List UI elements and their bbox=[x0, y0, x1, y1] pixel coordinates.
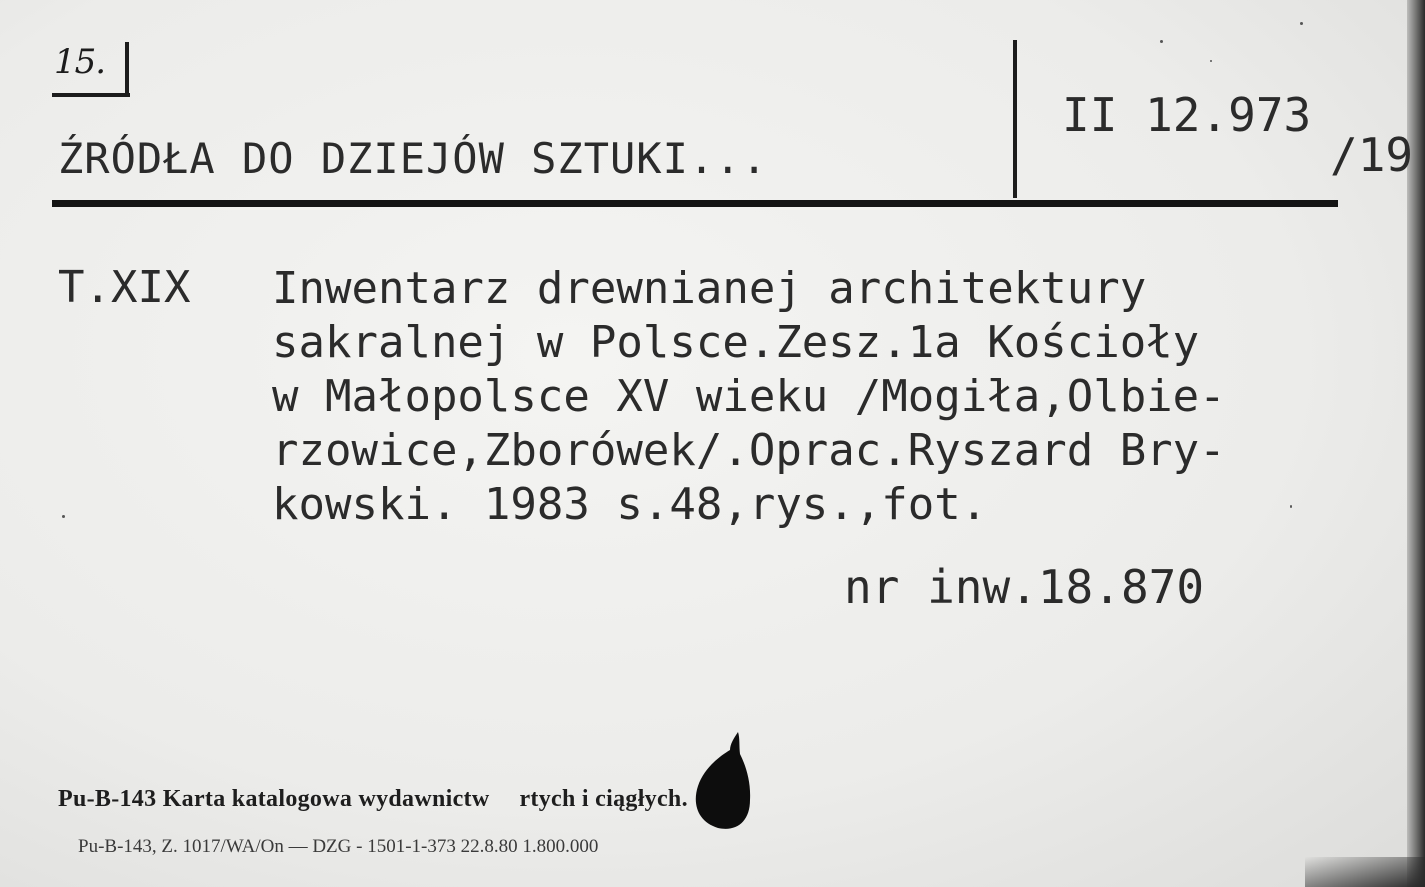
dust-speck bbox=[1300, 22, 1303, 25]
date-code: II 12.973 bbox=[1062, 88, 1312, 142]
page-code: /19 bbox=[1330, 128, 1414, 182]
card-number-underline bbox=[52, 93, 130, 97]
entry-line: Inwentarz drewnianej architektury bbox=[272, 263, 1147, 314]
dust-speck bbox=[1290, 505, 1292, 508]
print-info: Pu-B-143, Z. 1017/WA/On — DZG - 1501-1-373 22.8.80 1.800.000 bbox=[78, 836, 599, 857]
entry-line: sakralnej w Polsce.Zesz.1a Kościoły bbox=[272, 317, 1200, 368]
header-rule bbox=[52, 200, 1338, 207]
header-divider bbox=[1013, 40, 1017, 198]
form-label bbox=[58, 786, 688, 813]
form-label-right: rtych i ciągłych. bbox=[519, 786, 688, 812]
handwritten-card-number: 15. bbox=[54, 42, 106, 82]
dust-speck bbox=[62, 515, 65, 518]
card-corner-shadow bbox=[1305, 857, 1425, 887]
ink-blot bbox=[690, 730, 752, 832]
volume-label: T.XIX bbox=[58, 262, 191, 313]
card-number-bracket bbox=[125, 42, 129, 97]
entry-line: rzowice,Zborówek/.Oprac.Ryszard Bry- bbox=[272, 425, 1226, 476]
inventory-number: nr inw.18.870 bbox=[844, 560, 1205, 614]
series-title: ŹRÓDŁA DO DZIEJÓW SZTUKI... bbox=[58, 134, 768, 183]
entry-description bbox=[272, 262, 1226, 532]
entry-line: w Małopolsce XV wieku /Mogiła,Olbie- bbox=[272, 371, 1226, 422]
form-label-left: Pu-B-143 Karta katalogowa wydawnictw bbox=[58, 786, 490, 812]
dust-speck bbox=[1160, 40, 1163, 43]
dust-speck bbox=[1210, 60, 1212, 62]
entry-line: kowski. 1983 s.48,rys.,fot. bbox=[272, 479, 988, 530]
